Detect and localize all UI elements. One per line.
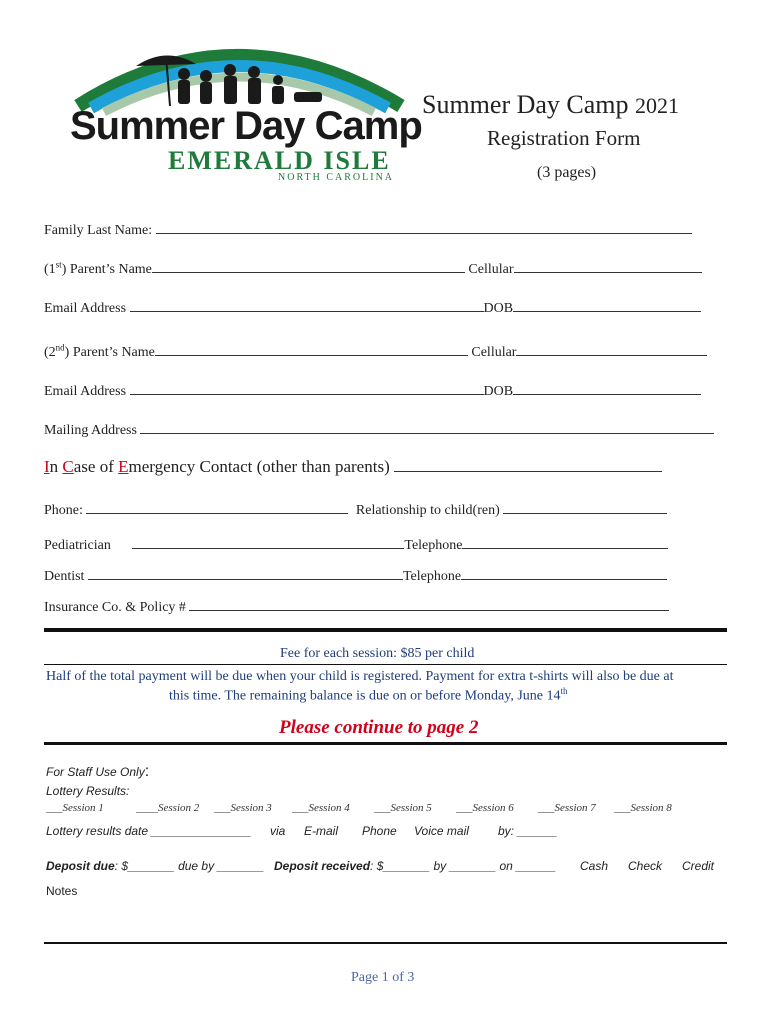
mailing-label: Mailing Address: [44, 423, 137, 438]
thick-divider-top: [44, 628, 727, 632]
relationship-field[interactable]: [503, 499, 667, 514]
session-5[interactable]: ___Session 5: [374, 802, 432, 814]
via-voicemail[interactable]: Voice mail: [414, 824, 469, 838]
emergency-row: [44, 457, 662, 477]
parent2-name-field[interactable]: [155, 341, 468, 356]
dentist-telephone-field[interactable]: [461, 565, 667, 580]
pediatrician-telephone-label: Telephone: [404, 538, 463, 553]
lottery-date-row: [46, 824, 557, 838]
session-1[interactable]: ___Session 1: [46, 802, 104, 814]
via-label: via: [270, 824, 286, 838]
phone-label: Phone:: [44, 503, 83, 518]
pediatrician-field[interactable]: [132, 534, 404, 549]
title-main: Summer Day Camp: [422, 90, 629, 119]
pediatrician-telephone-field[interactable]: [462, 534, 668, 549]
family-last-name-label: Family Last Name:: [44, 223, 153, 238]
page-subtitle: Registration Form: [487, 126, 641, 150]
parent2-cellular-label: Cellular: [471, 345, 517, 360]
thick-divider-middle: [44, 742, 727, 745]
lottery-results-label: Lottery Results:: [46, 784, 130, 798]
notes-label: Notes: [46, 884, 78, 898]
session-3[interactable]: ___Session 3: [214, 802, 272, 814]
emergency-contact-field[interactable]: [394, 457, 662, 472]
thin-divider: [44, 664, 727, 665]
family-last-name-row: [44, 219, 692, 239]
logo-line2: EMERALD ISLE: [168, 146, 391, 175]
staff-title: For Staff Use Only:: [46, 763, 150, 780]
parent1-name-field[interactable]: [152, 258, 465, 273]
payment-note-line2: this time. The remaining balance is due on or before Monday, June 14th: [169, 686, 568, 704]
parent2-row: [44, 341, 707, 361]
insurance-field[interactable]: [189, 596, 669, 611]
parent2-dob-label: DOB: [483, 384, 514, 399]
via-email[interactable]: E-mail: [304, 824, 339, 838]
family-last-name-field[interactable]: [156, 219, 692, 234]
insurance-label: Insurance Co. & Policy #: [44, 600, 186, 615]
pediatrician-row: [44, 534, 668, 554]
dentist-field[interactable]: [88, 565, 403, 580]
title-year: 2021: [635, 93, 680, 118]
lottery-date[interactable]: Lottery results date _______________: [46, 824, 252, 838]
pediatrician-label: Pediatrician: [44, 538, 111, 553]
parent1-cellular-field[interactable]: [514, 258, 702, 273]
dentist-row: [44, 565, 667, 585]
parent2-email-label: Email Address: [44, 384, 127, 399]
deposit-due[interactable]: Deposit due: $_______ due by _______: [46, 859, 265, 873]
logo-line1: Summer Day Camp: [70, 104, 422, 148]
page-number: Page 1 of 3: [351, 970, 415, 985]
payment-cash[interactable]: Cash: [580, 859, 609, 873]
mailing-row: [44, 419, 714, 439]
phone-row: [44, 499, 667, 519]
parent1-email-field[interactable]: [130, 297, 484, 312]
parent1-row: [44, 258, 702, 278]
deposit-row: [46, 859, 714, 873]
parent1-email-row: [44, 297, 701, 317]
fee-line: Fee for each session: $85 per child: [280, 646, 475, 661]
relationship-label: Relationship to child(ren): [355, 503, 500, 518]
via-phone[interactable]: Phone: [362, 824, 397, 838]
logo-line3: NORTH CAROLINA: [278, 172, 395, 183]
camp-logo: [66, 46, 422, 186]
sessions-row: [46, 802, 684, 814]
parent1-cellular-label: Cellular: [468, 262, 514, 277]
parent2-cellular-field[interactable]: [516, 341, 707, 356]
emergency-heading: In Case of Emergency Contact (other than parents): [44, 457, 390, 476]
phone-field[interactable]: [86, 499, 348, 514]
payment-credit[interactable]: Credit: [682, 859, 715, 873]
parent1-dob-label: DOB: [483, 301, 514, 316]
page-title: [422, 90, 679, 120]
parent2-email-field[interactable]: [130, 380, 484, 395]
parent1-label: (1st) Parent’s Name: [44, 259, 152, 277]
session-4[interactable]: ___Session 4: [292, 802, 350, 814]
payment-note-line1: Half of the total payment will be due when your child is registered. Payment for extra t-shirts will also be due at: [46, 669, 674, 684]
insurance-row: [44, 596, 669, 616]
parent1-dob-field[interactable]: [513, 297, 701, 312]
payment-check[interactable]: Check: [628, 859, 663, 873]
session-8[interactable]: ___Session 8: [614, 802, 672, 814]
parent1-email-label: Email Address: [44, 301, 127, 316]
continue-note: Please continue to page 2: [279, 717, 479, 738]
session-7[interactable]: ___Session 7: [538, 802, 596, 814]
dentist-label: Dentist: [44, 569, 85, 584]
parent2-label: (2nd) Parent’s Name: [44, 342, 155, 360]
mailing-field[interactable]: [140, 419, 714, 434]
parent2-email-row: [44, 380, 701, 400]
by-field[interactable]: by: ______: [498, 824, 558, 838]
dentist-telephone-label: Telephone: [402, 569, 462, 584]
notes-line[interactable]: [44, 942, 727, 944]
pages-note: (3 pages): [537, 164, 597, 181]
session-2[interactable]: ____Session 2: [136, 802, 200, 814]
session-6[interactable]: ___Session 6: [456, 802, 514, 814]
parent2-dob-field[interactable]: [513, 380, 701, 395]
deposit-received[interactable]: Deposit received: $_______ by _______ on ______: [274, 859, 557, 873]
